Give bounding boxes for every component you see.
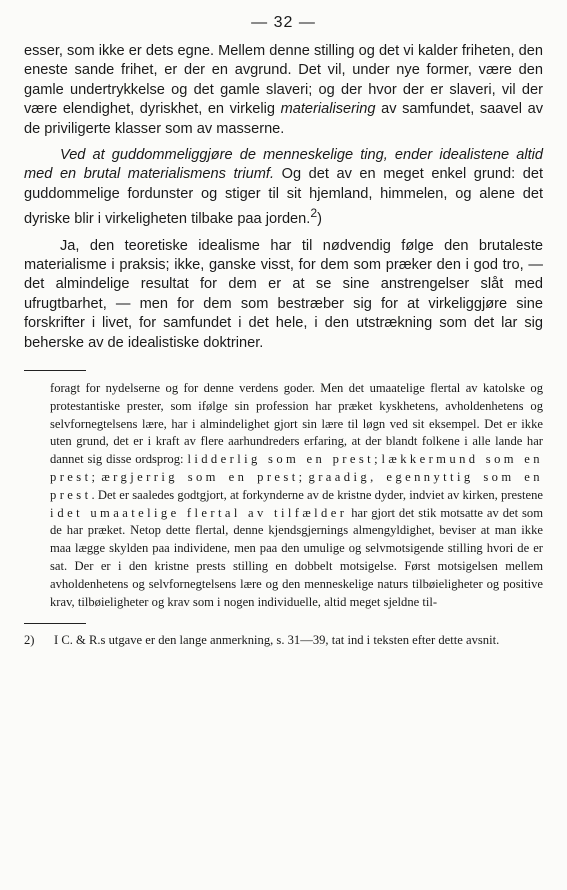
main-text xyxy=(24,42,543,353)
note-text-4: ; xyxy=(298,469,309,484)
paragraph-1-text-b: av samfundet, saavel av de priviligerte klasser som av masserne. xyxy=(24,101,544,137)
note-continuation-text xyxy=(50,380,543,611)
note-text-3: ; xyxy=(91,469,102,484)
footnote xyxy=(24,632,543,650)
paragraph-2 xyxy=(24,146,543,229)
note-text-5: . Det er saaledes godtgjort, at forkynderne av de kristne dyder, indviet av kirken, prestene i xyxy=(50,487,543,520)
note-separator xyxy=(24,370,86,371)
paragraph-1-emphasis: materialisering xyxy=(280,101,376,118)
proverb-3: ærgjerrig som en prest xyxy=(101,469,299,484)
note-text-6: har gjort det stik motsatte av det som de har præket. Netop dette flertal, denne kjendsgjernings almengyldighet, beviser at man ikke maa lægge skylden paa individene, men paa den umulige og selvmotsigende stilling hvori de er sat. Der er i den kristne prests stilling en dobbelt motsigelse. Først motsigelsen mellem avholdenhetens og selvfornegtelsens lære og den menneskelige naturs tilbøieligheter og positive krav, tilbøieligheter og krav som i nogen individuelle, altid meget sjeldne til- xyxy=(50,505,543,609)
paragraph-2-emphasis: Ved at guddommeliggjøre de menneskelige ting, ender idealistene altid med en brutal materialismens triumf. xyxy=(24,147,543,183)
spaced-phrase: det umaatelige flertal av tilfælder xyxy=(57,505,348,520)
proverb-2: lækkermund som en prest xyxy=(50,452,543,484)
proverb-4: graadig, egennyttig som en prest xyxy=(50,469,543,502)
footnote-separator xyxy=(24,623,86,624)
page-number: — 32 — xyxy=(251,14,316,31)
footnote-marker: 2) xyxy=(24,633,35,648)
note-text-2: ; xyxy=(374,452,382,467)
paragraph-1-text-a: esser, som ikke er dets egne. Mellem denne stilling og det vi kalder friheten, den eneste sande frihet, er der en avgrund. Det vil, under nye former, være den gamle undertrykkelse og det gamle slaveri; og der hvor der er slaveri, vil der være elendighet, dyriskhet, en virkelig xyxy=(24,43,543,118)
footnote-reference-close: ) xyxy=(317,211,322,228)
footnote-text: I C. & R.s utgave er den lange anmerkning, s. 31—39, tat ind i teksten efter dette avsnit. xyxy=(54,633,500,648)
paragraph-2-text: Og det av en meget enkel grund: det guddommelige fordunster og stiger til sit hjemland, himmelen, og alene det dyriske blir i virkeligheten tilbake paa jorden. xyxy=(24,166,543,228)
paragraph-3: Ja, den teoretiske idealisme har til nødvendig følge den brutaleste materialisme i praksis; ikke, ganske visst, for dem som præker den i god tro, — det almindelige resultat for dem er at se sine anstrengelser slåt med ufrugtbarhet, — men for dem som bestræber sig for at virkeliggjøre sine forskrifter i livet, for samfundet i det hele, i den utstrækning som det lar sig beherske av de idealistiske doktriner. xyxy=(24,237,543,351)
note-continuation xyxy=(24,380,543,611)
paragraph-1 xyxy=(24,42,543,139)
footnote-reference: 2 xyxy=(310,206,318,221)
proverb-1: lidderlig som en prest xyxy=(187,452,375,467)
note-text-1: foragt for nydelserne og for denne verdens goder. Men det umaatelige flertal av katolske og protestantiske prester, som ifølge sin profession har præket kyskhetens, avholdenhetens og selvfornegtelsens lære, har i almindelighet gjort sin lære til løgn ved sit eksempel. Det er ikke uten grund, det er i kraft av flere aarhundreders erfaring, at der blandt folkene i alle lande har dannet sig disse ordsprog: xyxy=(50,380,543,467)
